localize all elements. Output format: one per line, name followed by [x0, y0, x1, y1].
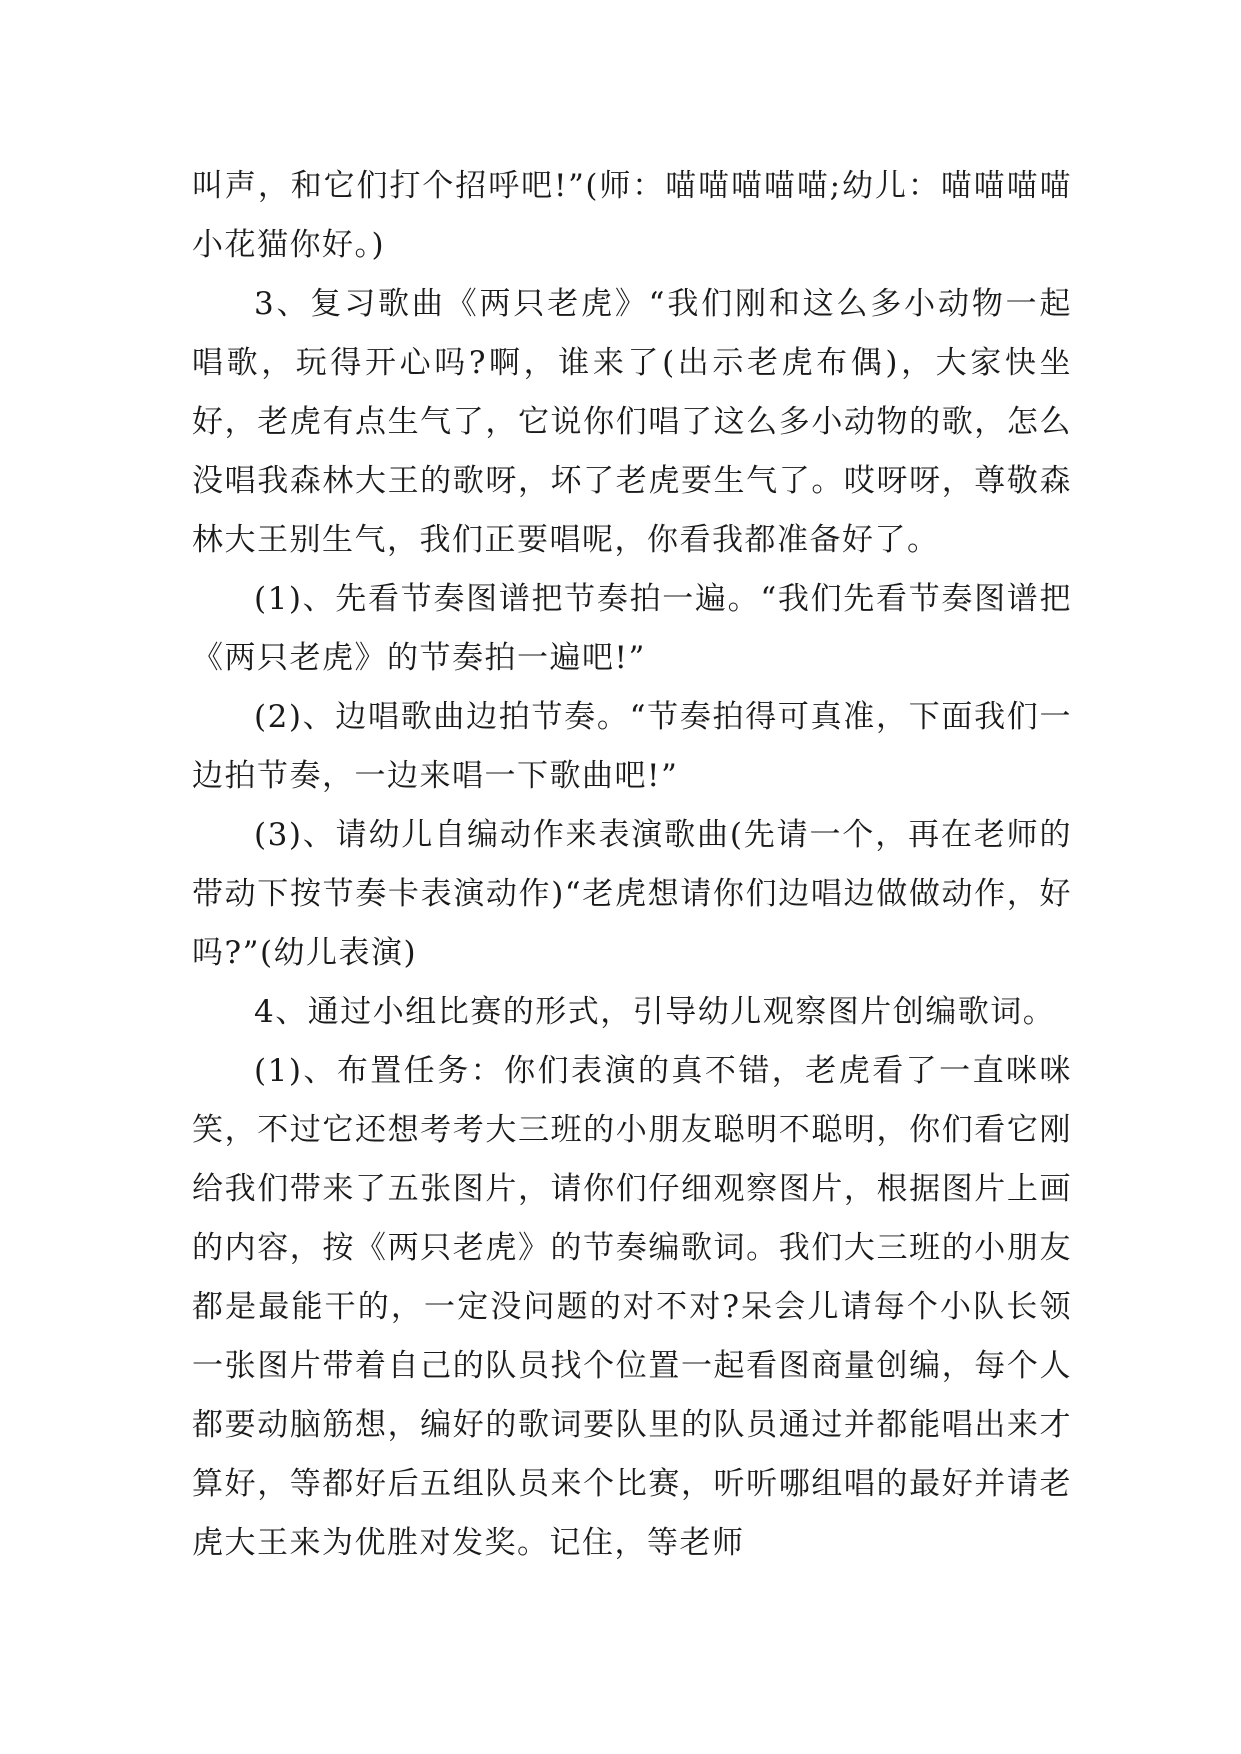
document-body — [192, 157, 1072, 1573]
paragraph-1: 叫声，和它们打个招呼吧!”(师：喵喵喵喵喵;幼儿：喵喵喵喵小花猫你好。) — [192, 168, 1072, 263]
paragraph-6: 4、通过小组比赛的形式，引导幼儿观察图片创编歌词。 — [254, 994, 1056, 1030]
paragraph-4: (2)、边唱歌曲边拍节奏。“节奏拍得可真准，下面我们一边拍节奏，一边来唱一下歌曲吧!” — [192, 699, 1072, 794]
paragraph-7: (1)、布置任务：你们表演的真不错，老虎看了一直咪咪笑，不过它还想考考大三班的小朋友聪明不聪明，你们看它刚给我们带来了五张图片，请你们仔细观察图片，根据图片上画的内容，按《两只老虎》的节奏编歌词。我们大三班的小朋友都是最能干的，一定没问题的对不对?呆会儿请每个小队长领一张图片带着自己的队员找个位置一起看图商量创编，每个人都要动脑筋想，编好的歌词要队里的队员通过并都能唱出来才算好，等都好后五组队员来个比赛，听听哪组唱的最好并请老虎大王来为优胜对发奖。记住，等老师 — [192, 1053, 1072, 1561]
paragraph-3: (1)、先看节奏图谱把节奏拍一遍。“我们先看节奏图谱把《两只老虎》的节奏拍一遍吧!” — [192, 581, 1072, 676]
paragraph-2: 3、复习歌曲《两只老虎》“我们刚和这么多小动物一起唱歌，玩得开心吗?啊，谁来了(出示老虎布偶)，大家快坐好，老虎有点生气了，它说你们唱了这么多小动物的歌，怎么没唱我森林大王的歌呀，坏了老虎要生气了。哎呀呀，尊敬森林大王别生气，我们正要唱呢，你看我都准备好了。 — [192, 286, 1072, 558]
paragraph-5: (3)、请幼儿自编动作来表演歌曲(先请一个，再在老师的带动下按节奏卡表演动作)“老虎想请你们边唱边做做动作，好吗?”(幼儿表演) — [192, 817, 1072, 971]
